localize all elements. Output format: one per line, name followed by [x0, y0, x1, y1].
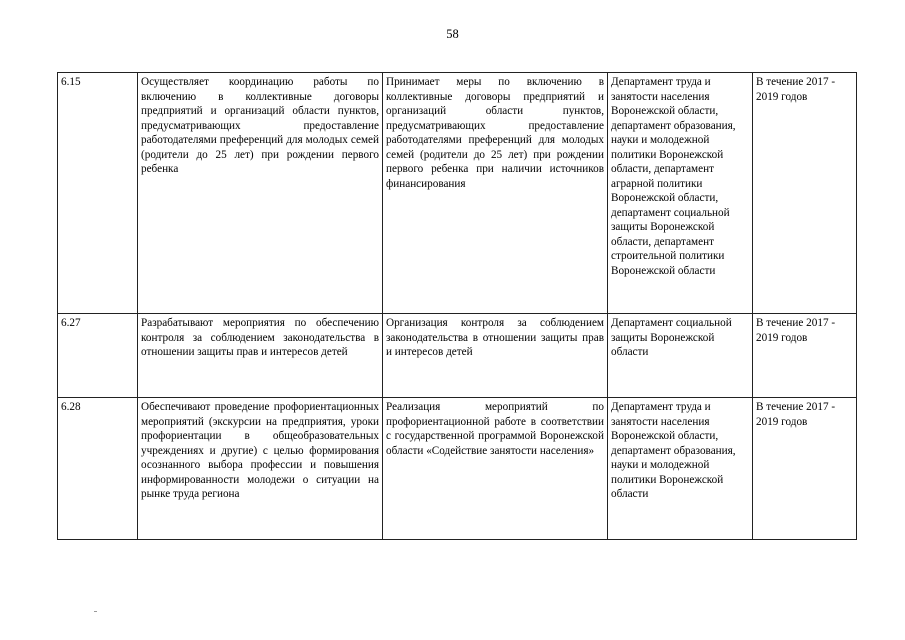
term-cell: В течение 2017 - 2019 годов: [753, 314, 857, 398]
table-row: [58, 73, 857, 314]
item-number: 6.28: [58, 398, 138, 540]
action-cell: Обеспечивают проведение профориентационных мероприятий (экскурсии на предприятия, уроки профориентации в общеобразовательных учреждениях и другие) с целью формирования осознанного выбора профессии и повышения информированности молодежи о ситуации на рынке труда региона: [138, 398, 383, 540]
responsible-cell: Департамент труда и занятости населения Воронежской области, департамент образования, науки и молодежной политики Воронежской области: [608, 398, 753, 540]
measure-cell: Организация контроля за соблюдением законодательства в отношении защиты прав и интересов детей: [383, 314, 608, 398]
measure-cell: Принимает меры по включению в коллективные договоры предприятий и организаций области пунктов, предусматривающих предоставление работодателями преференций для молодых семей (родители до 25 лет) при рождении первого ребенка при наличии источников финансирования: [383, 73, 608, 314]
responsible-cell: Департамент социальной защиты Воронежской области: [608, 314, 753, 398]
responsible-cell: Департамент труда и занятости населения Воронежской области, департамент образования, науки и молодежной политики Воронежской области, департамент аграрной политики Воронежской области, департамент социальной защиты Воронежской области, департамент строительной политики Воронежской области: [608, 73, 753, 314]
action-cell: Осуществляет координацию работы по включению в коллективные договоры предприятий и организаций области пунктов, предусматривающих предоставление работодателями преференций для молодых семей (родители до 25 лет) при рождении первого ребенка: [138, 73, 383, 314]
term-cell: В течение 2017 - 2019 годов: [753, 73, 857, 314]
scan-speck: [94, 611, 97, 612]
item-number: 6.27: [58, 314, 138, 398]
item-number: 6.15: [58, 73, 138, 314]
table-row: [58, 314, 857, 398]
measures-table: [57, 72, 857, 540]
term-cell: В течение 2017 - 2019 годов: [753, 398, 857, 540]
measure-cell: Реализация мероприятий по профориентационной работе в соответствии с государственной программой Воронежской области «Содействие занятости населения»: [383, 398, 608, 540]
page-number: 58: [446, 27, 459, 41]
action-cell: Разрабатывают мероприятия по обеспечению контроля за соблюдением законодательства в отношении защиты прав и интересов детей: [138, 314, 383, 398]
table-row: [58, 398, 857, 540]
